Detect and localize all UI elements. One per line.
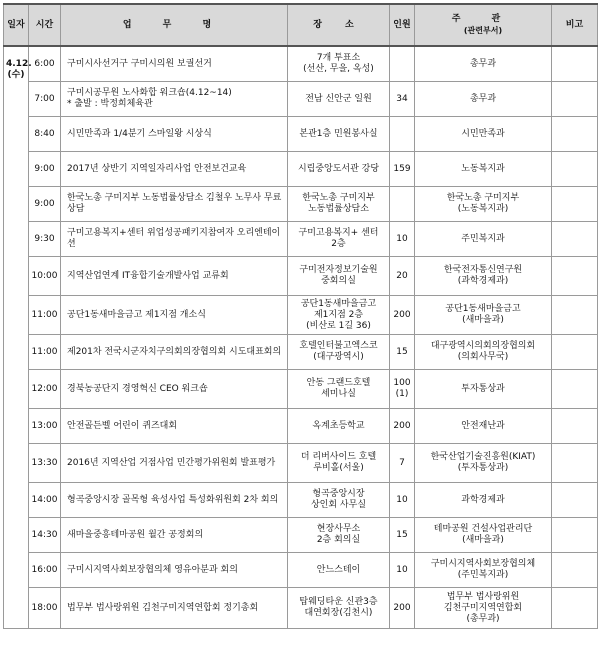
header-task: 업 무 명 (61, 4, 288, 46)
header-row (4, 4, 598, 46)
time-cell: 9:30 (29, 222, 61, 257)
note-cell (552, 117, 598, 152)
people-cell: 200 (390, 296, 415, 335)
time-cell: 14:00 (29, 483, 61, 518)
place-cell: 호텔인터불고엑스코 (대구광역시) (288, 335, 390, 370)
people-cell: 10 (390, 553, 415, 588)
people-cell: 159 (390, 152, 415, 187)
note-cell (552, 335, 598, 370)
people-cell (390, 187, 415, 222)
time-cell: 9:00 (29, 187, 61, 222)
note-cell (552, 444, 598, 483)
task-cell: 공단1동새마을금고 제1지점 개소식 (61, 296, 288, 335)
table-row (4, 370, 598, 409)
note-cell (552, 409, 598, 444)
place-cell: 구미전자정보기술원 중회의실 (288, 257, 390, 296)
task-cell: 안전골든벨 어린이 퀴즈대회 (61, 409, 288, 444)
time-cell: 9:00 (29, 152, 61, 187)
host-cell: 시민만족과 (415, 117, 552, 152)
time-cell: 10:00 (29, 257, 61, 296)
place-cell: 본관1층 민원봉사실 (288, 117, 390, 152)
table-row (4, 117, 598, 152)
place-cell: 현장사무소 2층 회의실 (288, 518, 390, 553)
time-cell: 7:00 (29, 82, 61, 117)
table-row (4, 588, 598, 629)
header-people: 인원 (390, 4, 415, 46)
table-row (4, 296, 598, 335)
host-cell: 총무과 (415, 82, 552, 117)
place-cell: 구미고용복지+ 센터 2층 (288, 222, 390, 257)
place-cell: 공단1동새마을금고 제1지점 2층 (비산로 1길 36) (288, 296, 390, 335)
host-cell: 과학경제과 (415, 483, 552, 518)
task-cell: 시민만족과 1/4분기 스마일왕 시상식 (61, 117, 288, 152)
host-cell: 테마공원 건설사업관리단 (새마을과) (415, 518, 552, 553)
place-cell: 7개 투표소 (선산, 무을, 옥성) (288, 46, 390, 82)
people-cell (390, 46, 415, 82)
people-cell: 7 (390, 444, 415, 483)
time-cell: 18:00 (29, 588, 61, 629)
host-cell: 법무부 법사랑위원 김천구미지역연합회 (총무과) (415, 588, 552, 629)
task-cell: 제201차 전국시군자치구의회의장협의회 시도대표회의 (61, 335, 288, 370)
host-cell: 구미시지역사회보장협의체 (주민복지과) (415, 553, 552, 588)
host-cell: 투자통상과 (415, 370, 552, 409)
place-cell: 한국노총 구미지부 노동법률상담소 (288, 187, 390, 222)
time-cell: 11:00 (29, 296, 61, 335)
people-cell: 100 (1) (390, 370, 415, 409)
table-row (4, 444, 598, 483)
header-date: 일자 (4, 4, 29, 46)
note-cell (552, 82, 598, 117)
date-cell: 4.12. (수) (4, 46, 29, 629)
table-row (4, 187, 598, 222)
task-cell: 경북농공단지 경영혁신 CEO 워크숍 (61, 370, 288, 409)
people-cell: 15 (390, 518, 415, 553)
header-host (415, 4, 552, 46)
time-cell: 6:00 (29, 46, 61, 82)
people-cell: 10 (390, 483, 415, 518)
schedule-table (3, 3, 598, 629)
task-cell: 2017년 상반기 지역일자리사업 안전보건교육 (61, 152, 288, 187)
time-cell: 13:30 (29, 444, 61, 483)
place-cell: 탑웨딩타운 신관3층 대연회장(김천시) (288, 588, 390, 629)
people-cell: 34 (390, 82, 415, 117)
place-cell: 안동 그랜드호텔 세미나실 (288, 370, 390, 409)
table-row (4, 518, 598, 553)
time-cell: 12:00 (29, 370, 61, 409)
note-cell (552, 370, 598, 409)
schedule-document (3, 3, 597, 643)
table-row (4, 483, 598, 518)
table-row (4, 152, 598, 187)
note-cell (552, 588, 598, 629)
table-row (4, 82, 598, 117)
host-cell: 총무과 (415, 46, 552, 82)
place-cell: 안느스테이 (288, 553, 390, 588)
header-time: 시간 (29, 4, 61, 46)
place-cell: 전남 신안군 일원 (288, 82, 390, 117)
note-cell (552, 152, 598, 187)
note-cell (552, 483, 598, 518)
table-row (4, 222, 598, 257)
note-cell (552, 187, 598, 222)
host-cell: 한국노총 구미지부 (노동복지과) (415, 187, 552, 222)
note-cell (552, 46, 598, 82)
time-cell: 11:00 (29, 335, 61, 370)
note-cell (552, 518, 598, 553)
table-row (4, 553, 598, 588)
task-cell: 구미시공무원 노사화합 워크숍(4.12~14) * 출발 : 박정희체육관 (61, 82, 288, 117)
header-place: 장 소 (288, 4, 390, 46)
time-cell: 16:00 (29, 553, 61, 588)
time-cell: 8:40 (29, 117, 61, 152)
host-cell: 한국전자통신연구원 (과학경제과) (415, 257, 552, 296)
time-cell: 14:30 (29, 518, 61, 553)
host-cell: 주민복지과 (415, 222, 552, 257)
place-cell: 더 리버사이드 호텔 루비홀(서울) (288, 444, 390, 483)
task-cell: 새마을중흥테마공원 월간 공정회의 (61, 518, 288, 553)
table-row (4, 409, 598, 444)
task-cell: 구미시지역사회보장협의체 영유아분과 회의 (61, 553, 288, 588)
task-cell: 한국노총 구미지부 노동법률상담소 김철우 노무사 무료상담 (61, 187, 288, 222)
people-cell: 20 (390, 257, 415, 296)
task-cell: 형곡중앙시장 골목형 육성사업 특성화위원회 2차 회의 (61, 483, 288, 518)
people-cell (390, 117, 415, 152)
people-cell: 10 (390, 222, 415, 257)
people-cell: 200 (390, 409, 415, 444)
note-cell (552, 257, 598, 296)
table-row (4, 46, 598, 82)
place-cell: 시립중앙도서관 강당 (288, 152, 390, 187)
note-cell (552, 553, 598, 588)
header-host-label: 주 관 (451, 14, 515, 24)
table-row (4, 257, 598, 296)
place-cell: 옥계초등학교 (288, 409, 390, 444)
host-cell: 한국산업기술진흥원(KIAT) (투자통상과) (415, 444, 552, 483)
host-cell: 노동복지과 (415, 152, 552, 187)
note-cell (552, 296, 598, 335)
task-cell: 법무부 법사랑위원 김천구미지역연합회 정기총회 (61, 588, 288, 629)
table-row (4, 335, 598, 370)
header-host-sub: (관련부서) (463, 26, 503, 35)
task-cell: 구미시사선거구 구미시의원 보궐선거 (61, 46, 288, 82)
task-cell: 2016년 지역산업 거점사업 민간평가위원회 발표평가 (61, 444, 288, 483)
people-cell: 15 (390, 335, 415, 370)
time-cell: 13:00 (29, 409, 61, 444)
host-cell: 안전재난과 (415, 409, 552, 444)
people-cell: 200 (390, 588, 415, 629)
header-note: 비고 (552, 4, 598, 46)
note-cell (552, 222, 598, 257)
host-cell: 공단1동새마을금고 (새마을과) (415, 296, 552, 335)
task-cell: 지역산업연계 IT융합기술개발사업 교류회 (61, 257, 288, 296)
place-cell: 형곡중앙시장 상인회 사무실 (288, 483, 390, 518)
task-cell: 구미고용복지+센터 위업성공패키지참여자 오리엔테이션 (61, 222, 288, 257)
host-cell: 대구광역시의회의장협의회 (의회사무국) (415, 335, 552, 370)
